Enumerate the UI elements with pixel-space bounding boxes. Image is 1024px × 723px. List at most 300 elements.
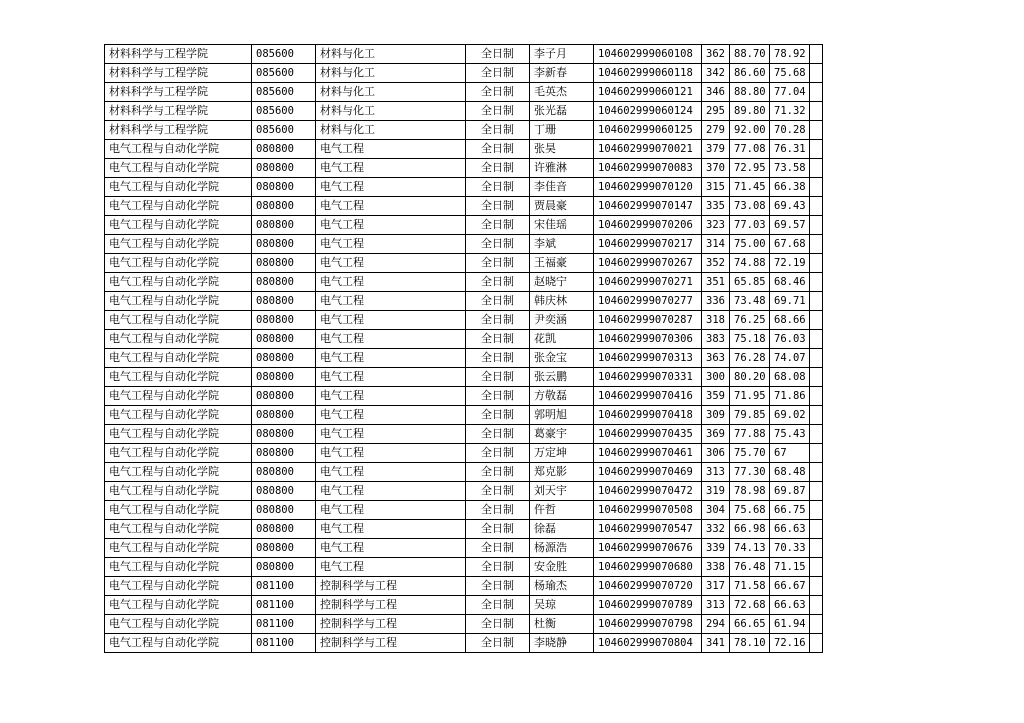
exam-id-cell: 104602999070217 [594,235,702,254]
college-cell: 电气工程与自动化学院 [105,406,252,425]
major-name-cell: 电气工程 [316,292,466,311]
student-name-cell: 方敬磊 [530,387,594,406]
study-mode-cell: 全日制 [466,482,530,501]
exam-id-cell: 104602999070469 [594,463,702,482]
exam-id-cell: 104602999070472 [594,482,702,501]
exam-id-cell: 104602999070206 [594,216,702,235]
table-row [105,368,823,387]
remark-cell [810,558,823,577]
major-code-cell: 085600 [252,83,316,102]
major-name-cell: 电气工程 [316,311,466,330]
study-mode-cell: 全日制 [466,178,530,197]
student-name-cell: 杨瑜杰 [530,577,594,596]
major-code-cell: 080800 [252,330,316,349]
major-code-cell: 080800 [252,292,316,311]
college-cell: 电气工程与自动化学院 [105,368,252,387]
table-row [105,140,823,159]
retest-score-cell: 76.48 [730,558,770,577]
college-cell: 电气工程与自动化学院 [105,444,252,463]
study-mode-cell: 全日制 [466,83,530,102]
remark-cell [810,64,823,83]
major-name-cell: 控制科学与工程 [316,615,466,634]
major-name-cell: 电气工程 [316,197,466,216]
study-mode-cell: 全日制 [466,558,530,577]
table-row [105,254,823,273]
initial-score-cell: 359 [702,387,730,406]
retest-score-cell: 75.18 [730,330,770,349]
table-row [105,501,823,520]
major-code-cell: 080800 [252,444,316,463]
initial-score-cell: 315 [702,178,730,197]
total-score-cell: 74.07 [770,349,810,368]
retest-score-cell: 71.95 [730,387,770,406]
total-score-cell: 66.67 [770,577,810,596]
initial-score-cell: 352 [702,254,730,273]
initial-score-cell: 304 [702,501,730,520]
total-score-cell: 78.92 [770,45,810,64]
exam-id-cell: 104602999070461 [594,444,702,463]
total-score-cell: 76.31 [770,140,810,159]
study-mode-cell: 全日制 [466,140,530,159]
initial-score-cell: 342 [702,64,730,83]
table-row [105,178,823,197]
major-code-cell: 080800 [252,349,316,368]
exam-id-cell: 104602999070547 [594,520,702,539]
college-cell: 电气工程与自动化学院 [105,311,252,330]
table-row [105,235,823,254]
student-name-cell: 李子月 [530,45,594,64]
initial-score-cell: 335 [702,197,730,216]
student-name-cell: 刘天宇 [530,482,594,501]
student-name-cell: 李佳音 [530,178,594,197]
student-name-cell: 韩庆林 [530,292,594,311]
major-name-cell: 电气工程 [316,216,466,235]
retest-score-cell: 73.08 [730,197,770,216]
total-score-cell: 71.15 [770,558,810,577]
major-code-cell: 085600 [252,102,316,121]
remark-cell [810,292,823,311]
study-mode-cell: 全日制 [466,577,530,596]
remark-cell [810,425,823,444]
college-cell: 电气工程与自动化学院 [105,425,252,444]
table-row [105,539,823,558]
student-name-cell: 王福豪 [530,254,594,273]
retest-score-cell: 71.58 [730,577,770,596]
college-cell: 电气工程与自动化学院 [105,539,252,558]
table-row [105,273,823,292]
college-cell: 电气工程与自动化学院 [105,349,252,368]
student-name-cell: 毛英杰 [530,83,594,102]
retest-score-cell: 72.68 [730,596,770,615]
total-score-cell: 66.38 [770,178,810,197]
college-cell: 电气工程与自动化学院 [105,159,252,178]
table-row [105,558,823,577]
retest-score-cell: 75.00 [730,235,770,254]
student-name-cell: 杨源浩 [530,539,594,558]
initial-score-cell: 295 [702,102,730,121]
major-name-cell: 电气工程 [316,387,466,406]
study-mode-cell: 全日制 [466,615,530,634]
initial-score-cell: 351 [702,273,730,292]
remark-cell [810,444,823,463]
college-cell: 电气工程与自动化学院 [105,558,252,577]
student-name-cell: 李斌 [530,235,594,254]
remark-cell [810,83,823,102]
initial-score-cell: 336 [702,292,730,311]
major-name-cell: 材料与化工 [316,64,466,83]
student-name-cell: 贾晨豪 [530,197,594,216]
exam-id-cell: 104602999070120 [594,178,702,197]
remark-cell [810,482,823,501]
total-score-cell: 66.63 [770,520,810,539]
table-row [105,634,823,653]
table-row [105,216,823,235]
total-score-cell: 70.28 [770,121,810,140]
college-cell: 电气工程与自动化学院 [105,292,252,311]
retest-score-cell: 89.80 [730,102,770,121]
retest-score-cell: 77.08 [730,140,770,159]
major-code-cell: 080800 [252,539,316,558]
initial-score-cell: 369 [702,425,730,444]
major-name-cell: 电气工程 [316,235,466,254]
college-cell: 电气工程与自动化学院 [105,235,252,254]
student-name-cell: 郑克影 [530,463,594,482]
table-row [105,292,823,311]
study-mode-cell: 全日制 [466,634,530,653]
total-score-cell: 76.03 [770,330,810,349]
major-code-cell: 080800 [252,235,316,254]
retest-score-cell: 80.20 [730,368,770,387]
major-name-cell: 电气工程 [316,425,466,444]
exam-id-cell: 104602999070798 [594,615,702,634]
initial-score-cell: 346 [702,83,730,102]
table-row [105,64,823,83]
table-body [105,45,823,653]
study-mode-cell: 全日制 [466,64,530,83]
major-code-cell: 080800 [252,311,316,330]
major-name-cell: 材料与化工 [316,102,466,121]
major-name-cell: 电气工程 [316,330,466,349]
major-code-cell: 085600 [252,121,316,140]
retest-score-cell: 66.98 [730,520,770,539]
total-score-cell: 71.86 [770,387,810,406]
total-score-cell: 75.43 [770,425,810,444]
remark-cell [810,501,823,520]
student-name-cell: 赵晓宁 [530,273,594,292]
retest-score-cell: 76.28 [730,349,770,368]
major-name-cell: 电气工程 [316,178,466,197]
table-row [105,577,823,596]
college-cell: 材料科学与工程学院 [105,121,252,140]
major-name-cell: 材料与化工 [316,45,466,64]
major-code-cell: 080800 [252,482,316,501]
study-mode-cell: 全日制 [466,539,530,558]
major-name-cell: 电气工程 [316,368,466,387]
table-row [105,615,823,634]
college-cell: 电气工程与自动化学院 [105,330,252,349]
total-score-cell: 69.57 [770,216,810,235]
remark-cell [810,178,823,197]
initial-score-cell: 379 [702,140,730,159]
remark-cell [810,254,823,273]
table-row [105,349,823,368]
admission-table-sheet [104,44,823,653]
initial-score-cell: 314 [702,235,730,254]
major-code-cell: 080800 [252,387,316,406]
study-mode-cell: 全日制 [466,102,530,121]
total-score-cell: 73.58 [770,159,810,178]
table-row [105,425,823,444]
initial-score-cell: 341 [702,634,730,653]
total-score-cell: 68.08 [770,368,810,387]
initial-score-cell: 306 [702,444,730,463]
student-name-cell: 吴琼 [530,596,594,615]
college-cell: 电气工程与自动化学院 [105,140,252,159]
college-cell: 材料科学与工程学院 [105,102,252,121]
exam-id-cell: 104602999070680 [594,558,702,577]
remark-cell [810,539,823,558]
initial-score-cell: 309 [702,406,730,425]
major-name-cell: 电气工程 [316,349,466,368]
remark-cell [810,121,823,140]
exam-id-cell: 104602999070676 [594,539,702,558]
study-mode-cell: 全日制 [466,330,530,349]
exam-id-cell: 104602999070789 [594,596,702,615]
exam-id-cell: 104602999060121 [594,83,702,102]
initial-score-cell: 317 [702,577,730,596]
college-cell: 电气工程与自动化学院 [105,387,252,406]
study-mode-cell: 全日制 [466,444,530,463]
student-name-cell: 张金宝 [530,349,594,368]
table-row [105,102,823,121]
college-cell: 电气工程与自动化学院 [105,577,252,596]
exam-id-cell: 104602999070287 [594,311,702,330]
college-cell: 电气工程与自动化学院 [105,197,252,216]
exam-id-cell: 104602999060125 [594,121,702,140]
major-name-cell: 电气工程 [316,482,466,501]
student-name-cell: 许雅淋 [530,159,594,178]
major-name-cell: 电气工程 [316,159,466,178]
exam-id-cell: 104602999060108 [594,45,702,64]
college-cell: 材料科学与工程学院 [105,45,252,64]
college-cell: 电气工程与自动化学院 [105,178,252,197]
initial-score-cell: 319 [702,482,730,501]
remark-cell [810,368,823,387]
initial-score-cell: 362 [702,45,730,64]
study-mode-cell: 全日制 [466,45,530,64]
major-name-cell: 电气工程 [316,501,466,520]
exam-id-cell: 104602999070083 [594,159,702,178]
major-code-cell: 080800 [252,273,316,292]
major-code-cell: 080800 [252,501,316,520]
major-name-cell: 电气工程 [316,520,466,539]
total-score-cell: 61.94 [770,615,810,634]
study-mode-cell: 全日制 [466,216,530,235]
initial-score-cell: 332 [702,520,730,539]
student-name-cell: 丁珊 [530,121,594,140]
initial-score-cell: 323 [702,216,730,235]
major-code-cell: 080800 [252,216,316,235]
major-name-cell: 电气工程 [316,406,466,425]
retest-score-cell: 71.45 [730,178,770,197]
table-row [105,463,823,482]
retest-score-cell: 77.30 [730,463,770,482]
student-name-cell: 宋佳瑶 [530,216,594,235]
retest-score-cell: 88.70 [730,45,770,64]
study-mode-cell: 全日制 [466,159,530,178]
student-name-cell: 尹奕涵 [530,311,594,330]
total-score-cell: 69.71 [770,292,810,311]
retest-score-cell: 79.85 [730,406,770,425]
major-code-cell: 080800 [252,558,316,577]
student-name-cell: 郭明旭 [530,406,594,425]
exam-id-cell: 104602999070418 [594,406,702,425]
table-row [105,596,823,615]
initial-score-cell: 383 [702,330,730,349]
student-name-cell: 杜衡 [530,615,594,634]
total-score-cell: 69.43 [770,197,810,216]
retest-score-cell: 92.00 [730,121,770,140]
total-score-cell: 72.16 [770,634,810,653]
study-mode-cell: 全日制 [466,406,530,425]
student-name-cell: 徐磊 [530,520,594,539]
study-mode-cell: 全日制 [466,311,530,330]
total-score-cell: 72.19 [770,254,810,273]
total-score-cell: 71.32 [770,102,810,121]
study-mode-cell: 全日制 [466,121,530,140]
major-code-cell: 080800 [252,178,316,197]
study-mode-cell: 全日制 [466,425,530,444]
table-row [105,406,823,425]
major-name-cell: 电气工程 [316,558,466,577]
initial-score-cell: 313 [702,463,730,482]
exam-id-cell: 104602999070804 [594,634,702,653]
study-mode-cell: 全日制 [466,273,530,292]
student-name-cell: 葛豪宇 [530,425,594,444]
total-score-cell: 69.87 [770,482,810,501]
table-row [105,311,823,330]
major-name-cell: 控制科学与工程 [316,596,466,615]
major-code-cell: 080800 [252,406,316,425]
college-cell: 电气工程与自动化学院 [105,254,252,273]
study-mode-cell: 全日制 [466,463,530,482]
study-mode-cell: 全日制 [466,349,530,368]
study-mode-cell: 全日制 [466,387,530,406]
remark-cell [810,140,823,159]
student-name-cell: 张昊 [530,140,594,159]
initial-score-cell: 370 [702,159,730,178]
table-row [105,45,823,64]
exam-id-cell: 104602999070021 [594,140,702,159]
retest-score-cell: 86.60 [730,64,770,83]
student-name-cell: 花凯 [530,330,594,349]
student-name-cell: 万定坤 [530,444,594,463]
major-name-cell: 控制科学与工程 [316,634,466,653]
total-score-cell: 67 [770,444,810,463]
retest-score-cell: 76.25 [730,311,770,330]
remark-cell [810,615,823,634]
study-mode-cell: 全日制 [466,235,530,254]
major-name-cell: 控制科学与工程 [316,577,466,596]
table-row [105,444,823,463]
initial-score-cell: 313 [702,596,730,615]
major-code-cell: 080800 [252,520,316,539]
remark-cell [810,577,823,596]
major-name-cell: 材料与化工 [316,83,466,102]
college-cell: 电气工程与自动化学院 [105,482,252,501]
retest-score-cell: 73.48 [730,292,770,311]
total-score-cell: 75.68 [770,64,810,83]
major-code-cell: 080800 [252,140,316,159]
major-name-cell: 电气工程 [316,539,466,558]
total-score-cell: 68.48 [770,463,810,482]
remark-cell [810,45,823,64]
college-cell: 电气工程与自动化学院 [105,501,252,520]
major-code-cell: 085600 [252,64,316,83]
exam-id-cell: 104602999070147 [594,197,702,216]
exam-id-cell: 104602999070720 [594,577,702,596]
retest-score-cell: 75.68 [730,501,770,520]
initial-score-cell: 363 [702,349,730,368]
table-row [105,387,823,406]
exam-id-cell: 104602999070313 [594,349,702,368]
remark-cell [810,634,823,653]
exam-id-cell: 104602999070508 [594,501,702,520]
remark-cell [810,311,823,330]
major-code-cell: 081100 [252,577,316,596]
remark-cell [810,273,823,292]
major-code-cell: 081100 [252,596,316,615]
college-cell: 电气工程与自动化学院 [105,596,252,615]
study-mode-cell: 全日制 [466,501,530,520]
remark-cell [810,330,823,349]
study-mode-cell: 全日制 [466,254,530,273]
major-code-cell: 080800 [252,425,316,444]
college-cell: 材料科学与工程学院 [105,64,252,83]
table-row [105,197,823,216]
major-name-cell: 电气工程 [316,273,466,292]
exam-id-cell: 104602999070267 [594,254,702,273]
college-cell: 电气工程与自动化学院 [105,216,252,235]
initial-score-cell: 300 [702,368,730,387]
major-code-cell: 080800 [252,368,316,387]
study-mode-cell: 全日制 [466,292,530,311]
retest-score-cell: 66.65 [730,615,770,634]
initial-score-cell: 294 [702,615,730,634]
admission-table [104,44,823,653]
major-code-cell: 080800 [252,463,316,482]
initial-score-cell: 338 [702,558,730,577]
remark-cell [810,349,823,368]
initial-score-cell: 339 [702,539,730,558]
major-name-cell: 电气工程 [316,140,466,159]
exam-id-cell: 104602999060124 [594,102,702,121]
total-score-cell: 67.68 [770,235,810,254]
total-score-cell: 68.46 [770,273,810,292]
retest-score-cell: 65.85 [730,273,770,292]
college-cell: 电气工程与自动化学院 [105,520,252,539]
table-row [105,482,823,501]
initial-score-cell: 318 [702,311,730,330]
major-code-cell: 085600 [252,45,316,64]
student-name-cell: 李晓静 [530,634,594,653]
student-name-cell: 李新春 [530,64,594,83]
retest-score-cell: 77.03 [730,216,770,235]
major-code-cell: 081100 [252,634,316,653]
major-name-cell: 材料与化工 [316,121,466,140]
exam-id-cell: 104602999070271 [594,273,702,292]
table-row [105,330,823,349]
